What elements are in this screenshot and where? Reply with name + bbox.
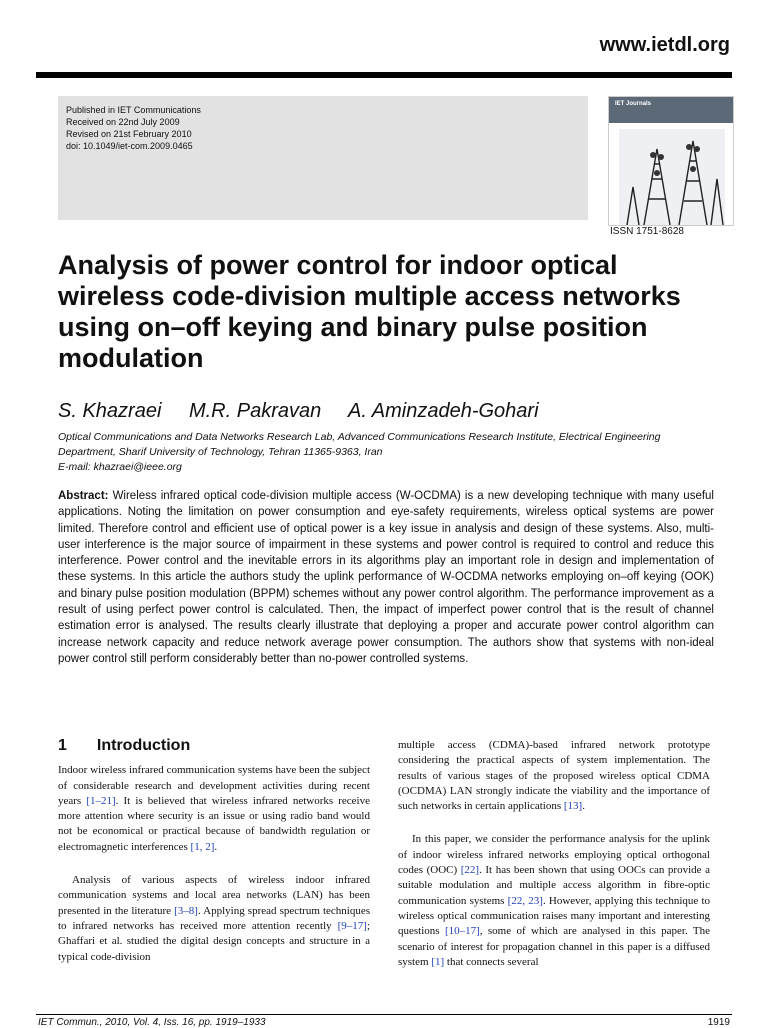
tower-illustration-icon <box>619 129 725 225</box>
footer-rule <box>36 1014 732 1015</box>
paper-title: Analysis of power control for indoor optical wireless code-division multiple access networks using on–off keying and binary pulse position modulation <box>58 250 681 373</box>
author-1: S. Khazraei <box>58 400 162 422</box>
site-url[interactable]: www.ietdl.org <box>599 34 730 56</box>
text-run: . <box>582 800 585 813</box>
citation-link[interactable]: [1] <box>431 955 445 968</box>
paragraph <box>398 832 710 970</box>
left-column <box>58 738 370 983</box>
citation-link[interactable]: [3–8] <box>174 904 198 917</box>
abstract-text: Wireless infrared optical code-division multiple access (W-OCDMA) is a new developing technique with many useful applications. Noting the limitation on power consumption and eye-safety requirements, wireless optical systems are power limited. Therefore control and efficient use of optical power is a key issue in analysis and design of these systems. Also, multi-user interference is the major source of impairment in these systems and power control is required to control and reduce this interference. Power control and the inevitable errors in its algorithms play an important role in design and implementation of these systems. In this article the authors study the uplink performance of W-OCDMA networks employing on–off keying (OOK) and binary pulse position modulation (BPPM) schemes without any power control algorithm. The performance improvement as a result of using perfect power control is calculated. Then, the impact of imperfect power control that is the result of channel estimation error is analysed. The results clearly illustrate that deploying a proper and accurate power control algorithm can increase network capacity and reduce network average power consumption. The authors show that systems with non-ideal power control still perform considerably better than no-power controlled systems. <box>58 490 714 665</box>
text-run: . It has been shown that using OOCs can provide a suitable modulation and multiple access algorithm in fibre-optic communication systems <box>398 864 710 907</box>
abstract <box>58 488 714 667</box>
journal-cover-image <box>608 96 734 226</box>
citation-link[interactable]: [22] <box>460 864 480 877</box>
text-run: that connects several <box>444 955 539 968</box>
affiliation-address: Optical Communications and Data Networks Research Lab, Advanced Communications Research Institute, Electrical Engineering Department, Sharif University of Technology, Tehran 11365-9363, Iran <box>58 431 661 458</box>
text-run: . <box>214 840 218 853</box>
text-run: . It is believed that wireless infrared networks receive more attention where security is an issue or using radio band would not be economical or practical because of bandwidth regulation or electromagnetic interferences <box>58 794 370 853</box>
doi[interactable]: doi: 10.1049/iet-com.2009.0465 <box>66 141 193 151</box>
text-run: , some of which are analysed in this paper. The scenario of interest for propagation channel in this paper is a diffused system <box>398 925 710 968</box>
cover-label: IET Journals <box>615 101 652 107</box>
citation-link[interactable]: [1, 2] <box>190 840 215 853</box>
text-run: . However, applying this technique to wireless optical communication raises many important and interesting questions <box>398 894 711 938</box>
text-run: Indoor wireless infrared communication systems have been the subject of considerable research and development activities during recent years <box>58 764 370 807</box>
citation-link[interactable]: [22, 23] <box>507 894 543 907</box>
issn: ISSN 1751-8628 <box>610 226 684 237</box>
text-run: ; Ghaffari et al. studied the digital design concepts and structure in a typical code-division <box>58 919 370 963</box>
journal-citation: IET Commun., 2010, Vol. 4, Iss. 16, pp. 1919–1933 <box>38 1017 266 1028</box>
section-title: Introduction <box>96 737 191 754</box>
paragraph <box>58 763 370 855</box>
citation-link[interactable]: [1–21] <box>86 794 116 807</box>
paragraph <box>398 738 710 814</box>
section-heading <box>58 738 370 753</box>
received-date: Received on 22nd July 2009 <box>66 117 180 127</box>
paragraph <box>58 873 370 965</box>
citation-link[interactable]: [13] <box>563 800 583 813</box>
citation-link[interactable]: [10–17] <box>444 925 480 938</box>
author-email[interactable]: E-mail: khazraei@ieee.org <box>58 461 182 473</box>
text-run: . Applying spread spectrum techniques to infrared networks has received more attention recently <box>58 904 370 932</box>
top-rule <box>36 72 732 78</box>
text-run: Analysis of various aspects of wireless indoor infrared communication systems and local area networks (LAN) has been presented in the literature <box>58 874 370 917</box>
text-run: In this paper, we consider the performance analysis for the uplink of indoor wireless infrared networks employing optical orthogonal codes (OOC) <box>398 833 710 877</box>
author-3: A. Aminzadeh-Gohari <box>348 400 539 422</box>
publication-info-box <box>58 96 588 220</box>
revised-date: Revised on 21st February 2010 <box>66 129 192 139</box>
citation-link[interactable]: [9–17] <box>337 919 367 932</box>
page-number: 1919 <box>707 1017 730 1028</box>
section-number: 1 <box>58 737 67 754</box>
abstract-label: Abstract: <box>58 490 109 502</box>
published-in: Published in IET Communications <box>66 105 201 115</box>
cover-band <box>609 97 733 123</box>
text-run: multiple access (CDMA)-based infrared network prototype considering the practical aspects of system implementation. The results of various stages of the proposed wireless optical CDMA (OCDMA) LAN strongly indicate the viability and the importance of such networks in certain applications <box>398 739 710 813</box>
affiliation <box>58 430 718 475</box>
right-column <box>398 738 710 988</box>
author-list <box>58 400 561 423</box>
author-2: M.R. Pakravan <box>188 400 322 422</box>
